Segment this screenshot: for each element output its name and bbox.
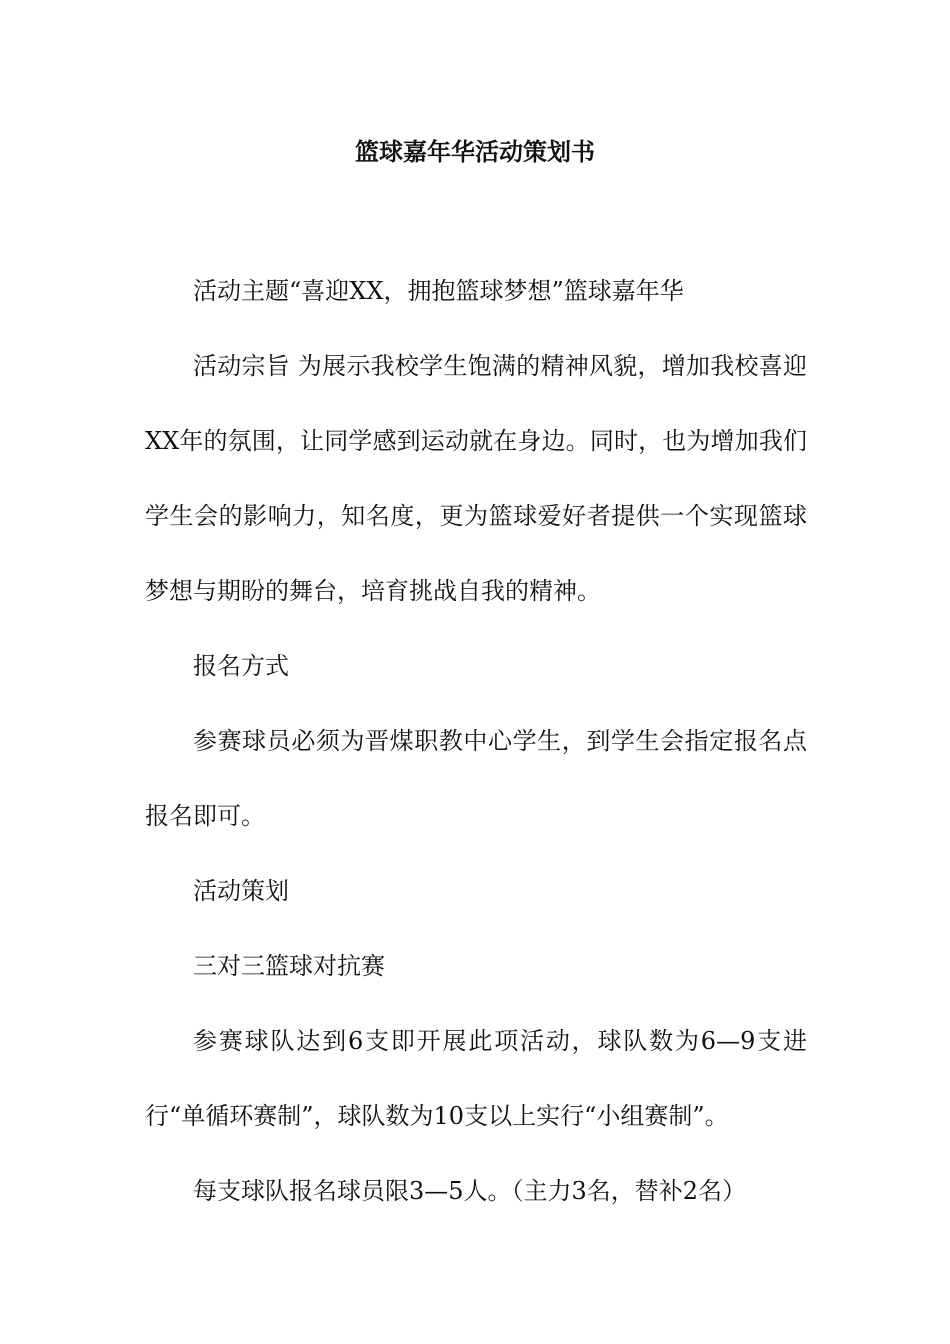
heading-3v3: 三对三篮球对抗赛 [193,952,385,980]
heading-registration: 报名方式 [193,652,289,680]
document-body [145,254,807,1229]
document-title: 篮球嘉年华活动策划书 [355,137,595,166]
paragraph-registration: 参赛球员必须为晋煤职教中心学生，到学生会指定报名点报名即可。 [145,727,807,830]
paragraph-theme: 活动主题“喜迎XX，拥抱篮球梦想”篮球嘉年华 [193,277,684,305]
heading-planning: 活动策划 [193,877,289,905]
paragraph-format: 参赛球队达到6支即开展此项活动，球队数为6—9支进行“单循环赛制”，球队数为10支以上实行“小组赛制”。 [145,1027,807,1130]
paragraph-purpose: 活动宗旨 为展示我校学生饱满的精神风貌，增加我校喜迎XX年的氛围，让同学感到运动就在身边。同时，也为增加我们学生会的影响力，知名度，更为篮球爱好者提供一个实现篮球梦想与期盼的舞台，培育挑战自我的精神。 [145,352,807,605]
paragraph-team-size: 每支球队报名球员限3—5人。（主力3名，替补2名） [193,1177,747,1205]
